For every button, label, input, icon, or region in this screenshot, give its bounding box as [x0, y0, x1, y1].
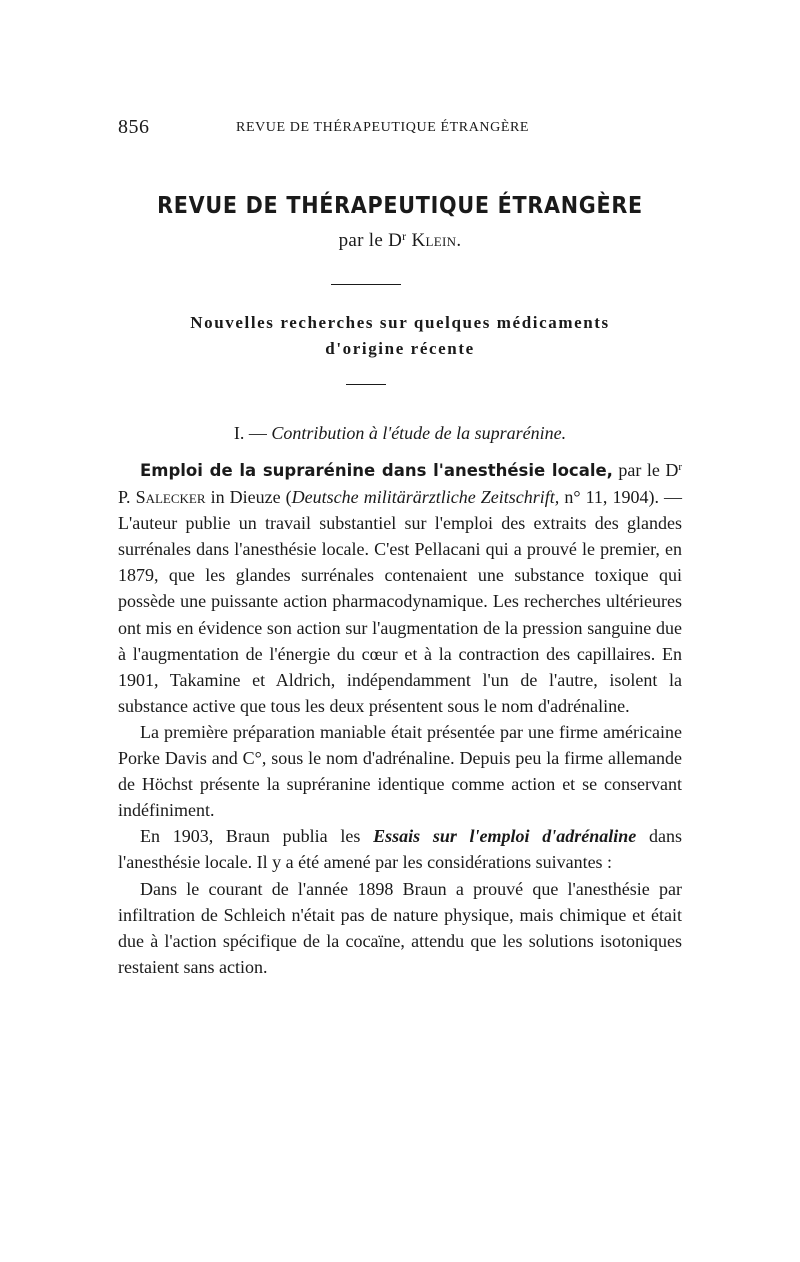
byline-superscript: r [402, 229, 407, 243]
paragraph-2: La première préparation maniable était présentée par une firme américaine Porke Davis and C°, sous le nom d'adrénaline. Depuis peu la firme allemande de Höchst présente la supréranine identique comme action et se conservant indéfiniment. [118, 721, 682, 821]
section-heading-line-2: d'origine récente [325, 339, 475, 358]
paragraph-1-text-d: n° 11, 1904). — L'auteur publie un travail substantiel sur l'emploi des extraits des glandes surrénales dans l'anesthésie locale. C'est Pellacani qui a prouvé le premier, en 1879, que les glandes surrénales contenaient une substance toxique qui possède une puissante action pharmacodynamique. Les recherches ultérieures ont mis en évidence son action sur l'augmentation de la pression sanguine due à l'augmentation de l'énergie du cœur et à la contraction des capillaires. En 1901, Takamine et Aldrich, indépendamment l'un de l'autre, isolent la substance active que tous les deux présentent sous le nom d'adrénaline. [118, 487, 683, 716]
paragraph-1-author: Salecker [135, 487, 206, 508]
paragraph-3-work-title: Essais sur l'emploi d'adrénaline [373, 826, 637, 847]
running-head [118, 116, 682, 140]
page-number: 856 [118, 116, 150, 138]
byline-suffix: . [456, 230, 462, 251]
byline-author: Klein [411, 230, 457, 251]
paragraph-1-text-b: P. [118, 487, 136, 508]
paragraph-1-journal: Deutsche militärärztliche Zeitschrift, [291, 487, 560, 508]
divider-rule-top [331, 284, 401, 285]
paragraph-3-text-b: dans l'anesthésie locale. Il y a été amené par les considérations suivantes : [118, 826, 682, 873]
article-body [118, 454, 682, 980]
paragraph-1-superscript: r [678, 461, 682, 473]
byline-prefix: par le D [338, 230, 403, 251]
paragraph-1 [118, 454, 682, 719]
paragraph-3-text-a: En 1903, Braun publia les [140, 826, 374, 847]
paragraph-3 [118, 823, 682, 875]
paragraph-1-text-c: in Dieuze ( [205, 487, 292, 508]
paragraph-1-lead: Emploi de la suprarénine dans l'anesthésie locale, [140, 461, 613, 480]
subsection-heading [0, 423, 800, 444]
byline [0, 229, 800, 252]
section-heading-line-1: Nouvelles recherches sur quelques médicaments [190, 313, 610, 332]
article-main-title: REVUE DE THÉRAPEUTIQUE ÉTRANGÈRE [157, 193, 643, 219]
running-title: REVUE DE THÉRAPEUTIQUE ÉTRANGÈRE [236, 120, 530, 135]
subsection-title: Contribution à l'étude de la suprarénine. [271, 423, 567, 443]
paragraph-4: Dans le courant de l'année 1898 Braun a prouvé que l'anesthésie par infiltration de Schleich n'était pas de nature physique, mais chimique et était due à l'action spécifique de la cocaïne, attendu que les solutions isotoniques restaient sans action. [118, 878, 682, 977]
paragraph-1-text-a: par le D [612, 460, 679, 480]
subsection-number: I. — [233, 423, 272, 443]
divider-rule-bottom [346, 384, 386, 385]
